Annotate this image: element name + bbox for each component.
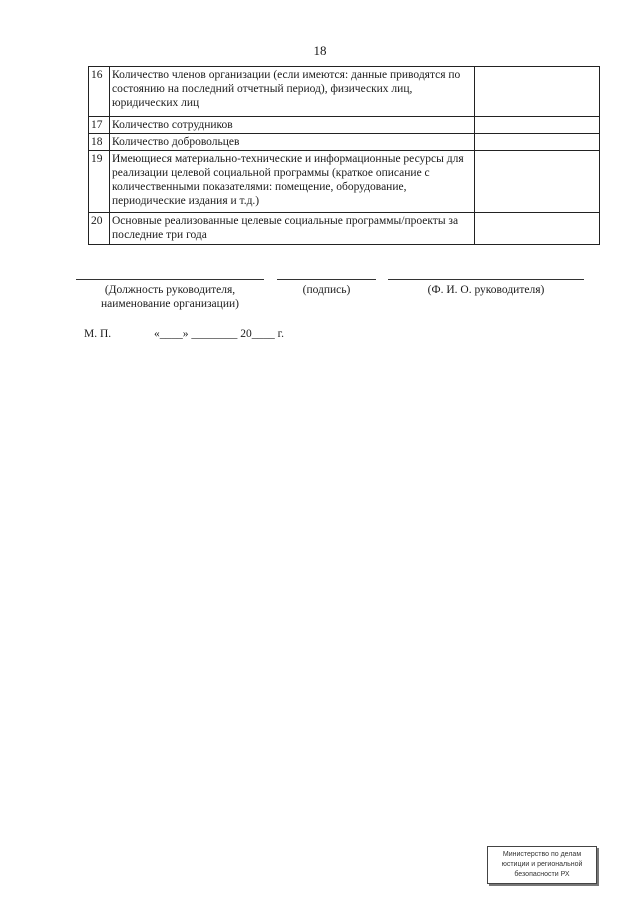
fio-label: (Ф. И. О. руководителя) — [427, 284, 545, 296]
stamp-line-1: Министерство по делам — [502, 851, 582, 858]
ministry-stamp — [487, 846, 597, 884]
position-label — [70, 283, 270, 311]
row-label: Количество членов организации (если имеются: данные приводятся по состоянию на последний отчетный период), физических лиц, юридических лиц — [110, 67, 475, 117]
position-signature-line[interactable] — [76, 279, 264, 280]
stamp-place-row — [84, 328, 284, 340]
row-label: Количество добровольцев — [110, 134, 475, 151]
row-label: Имеющиеся материально-технические и информационные ресурсы для реализации целевой социальной программы (краткое описание с количественными показателями: помещение, оборудование, периодические издания и т.д.) — [110, 151, 475, 213]
date-field[interactable]: «____» ________ 20____ г. — [154, 328, 284, 340]
row-value-cell[interactable] — [475, 151, 600, 213]
row-number: 17 — [89, 117, 110, 134]
row-value-cell[interactable] — [475, 117, 600, 134]
signature-line[interactable] — [277, 279, 376, 280]
row-label: Основные реализованные целевые социальные программы/проекты за последние три года — [110, 213, 475, 245]
page-number: 18 — [313, 43, 327, 58]
signature-label: (подпись) — [302, 284, 351, 296]
table-row — [89, 117, 600, 134]
position-label-line-1: (Должность руководителя, — [104, 284, 236, 296]
row-number: 19 — [89, 151, 110, 213]
row-number: 20 — [89, 213, 110, 245]
row-label: Количество сотрудников — [110, 117, 475, 134]
table-row — [89, 67, 600, 117]
mp-label: М. П. — [84, 328, 112, 340]
table-row — [89, 151, 600, 213]
row-value-cell[interactable] — [475, 67, 600, 117]
table-row — [89, 213, 600, 245]
fio-signature-line[interactable] — [388, 279, 584, 280]
table-row — [89, 134, 600, 151]
row-value-cell[interactable] — [475, 213, 600, 245]
stamp-line-3: безопасности РХ — [514, 871, 570, 878]
form-table — [88, 66, 600, 245]
row-number: 18 — [89, 134, 110, 151]
stamp-line-2: юстиции и региональной — [501, 861, 583, 868]
position-label-line-2: наименование организации) — [101, 298, 239, 310]
row-number: 16 — [89, 67, 110, 117]
row-value-cell[interactable] — [475, 134, 600, 151]
